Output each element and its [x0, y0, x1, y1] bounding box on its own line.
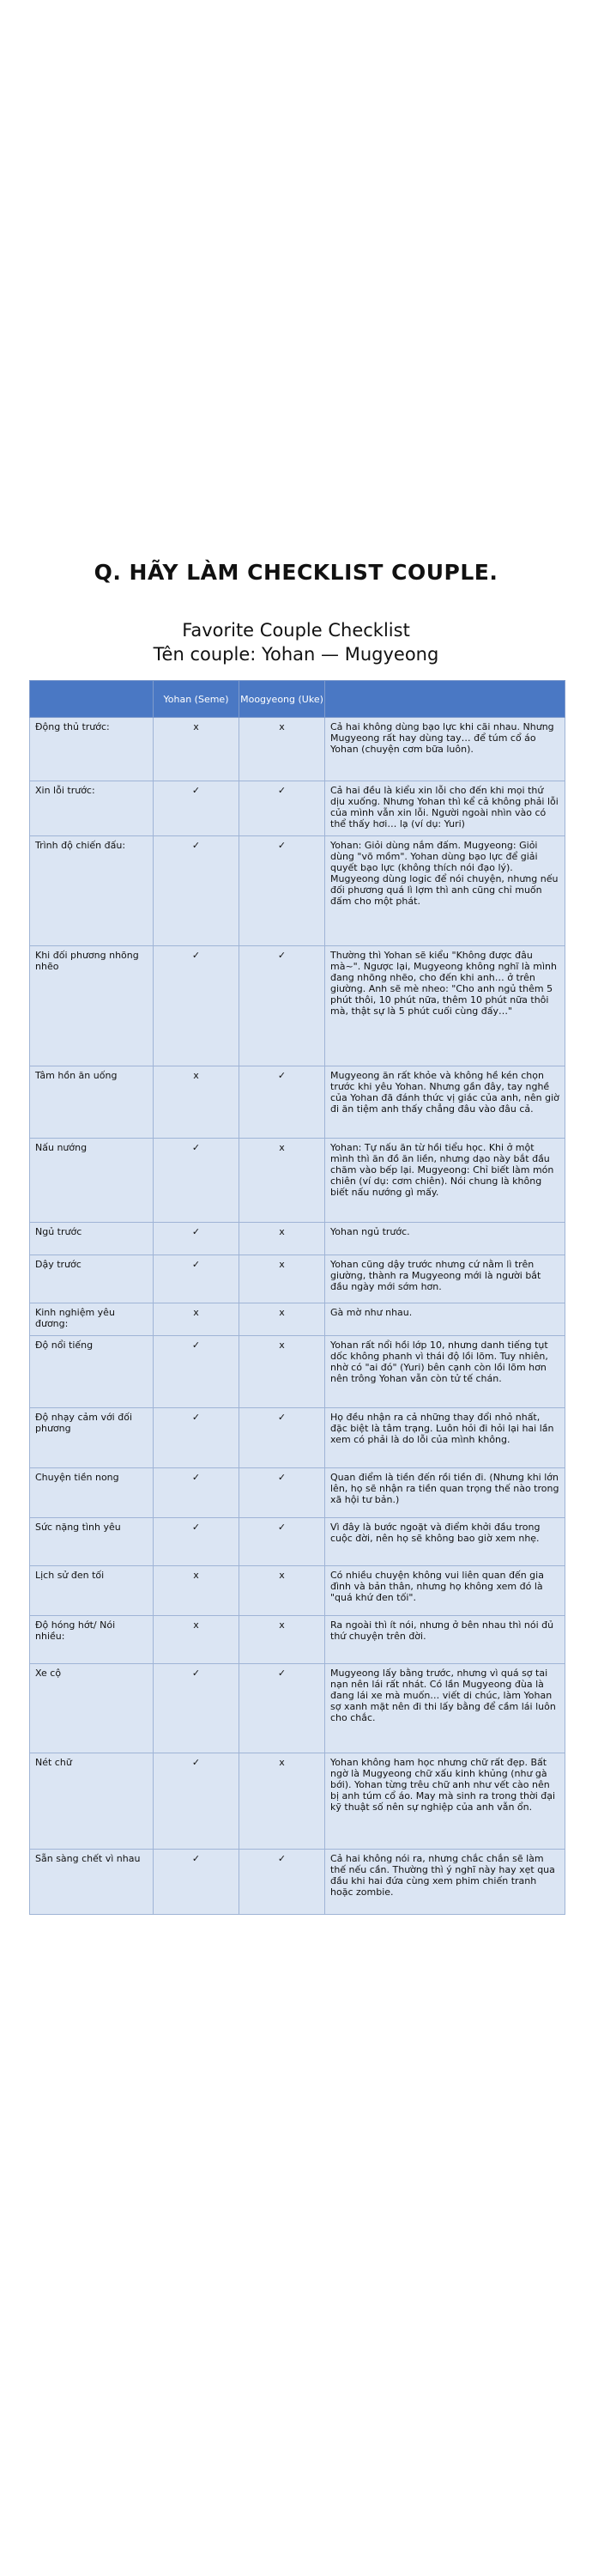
yohan-mark: ✓: [154, 1223, 239, 1255]
yohan-mark: ✓: [154, 836, 239, 946]
moogyeong-mark: ✓: [239, 1518, 325, 1566]
row-note: Yohan cũng dậy trước nhưng cứ nằm lì trên giường, thành ra Mugyeong mới là người bắt đầu ngày mới sớm hơn.: [325, 1255, 565, 1303]
yohan-mark: ✓: [154, 781, 239, 836]
moogyeong-mark: ✓: [239, 781, 325, 836]
row-item: Lịch sử đen tối: [30, 1566, 154, 1616]
row-item: Trình độ chiến đấu:: [30, 836, 154, 946]
yohan-mark: ✓: [154, 1753, 239, 1850]
row-note: Cả hai đều là kiểu xin lỗi cho đến khi mọi thứ dịu xuống. Nhưng Yohan thì kể cả không phải lỗi của mình vẫn xin lỗi. Người ngoài nhìn vào có thể thấy hơi… lạ (ví dụ: Yuri): [325, 781, 565, 836]
couple-name: Tên couple: Yohan — Mugyeong: [153, 644, 439, 665]
row-note: Thường thì Yohan sẽ kiểu "Không được đâu mà~". Ngược lại, Mugyeong không nghĩ là mình đang nhõng nhẽo, cho đến khi anh… ở trên giường. Anh sẽ mè nheo: "Cho anh ngủ thêm 5 phút thôi, 10 phút nữa, thêm 10 phút nữa thôi mà, thật sự là 5 phút cuối cùng đấy…": [325, 946, 565, 1066]
header-yohan: Yohan (Seme): [154, 681, 239, 718]
row-item: Nét chữ: [30, 1753, 154, 1850]
table-row: [30, 1336, 565, 1408]
row-item: Tâm hồn ăn uống: [30, 1066, 154, 1139]
row-item: Độ hóng hớt/ Nói nhiều:: [30, 1616, 154, 1664]
row-note: Họ đều nhận ra cả những thay đổi nhỏ nhất, đặc biệt là tâm trạng. Luôn hỏi đi hỏi lại hai lần xem có phải là do lỗi của mình không.: [325, 1408, 565, 1468]
row-item: Nấu nướng: [30, 1139, 154, 1223]
row-item: Khi đối phương nhõng nhẽo: [30, 946, 154, 1066]
yohan-mark: ✓: [154, 1336, 239, 1408]
row-note: Cả hai không nói ra, nhưng chắc chắn sẽ làm thế nếu cần. Thường thì ý nghĩ này hay xẹt qua đầu khi hai đứa cùng xem phim chiến tranh hoặc zombie.: [325, 1850, 565, 1915]
table-row: [30, 1468, 565, 1518]
moogyeong-mark: x: [239, 1255, 325, 1303]
yohan-mark: x: [154, 1616, 239, 1664]
row-item: Ngủ trước: [30, 1223, 154, 1255]
table-row: [30, 1066, 565, 1139]
yohan-mark: ✓: [154, 1468, 239, 1518]
table-row: [30, 1566, 565, 1616]
table-row: [30, 718, 565, 781]
yohan-mark: x: [154, 1566, 239, 1616]
yohan-mark: ✓: [154, 946, 239, 1066]
row-note: Gà mờ như nhau.: [325, 1303, 565, 1336]
row-note: Yohan: Giỏi dùng nắm đấm. Mugyeong: Giỏi dùng "võ mồm". Yohan dùng bạo lực để giải quyết bạo lực (không thích nói đạo lý). Mugyeong dùng logic để nói chuyện, nhưng nếu đối phương quá lì lợm thì anh cũng chỉ muốn đấm cho một phát.: [325, 836, 565, 946]
row-item: Xe cộ: [30, 1664, 154, 1753]
moogyeong-mark: x: [239, 1336, 325, 1408]
moogyeong-mark: x: [239, 718, 325, 781]
row-item: Độ nổi tiếng: [30, 1336, 154, 1408]
checklist-title: Favorite Couple Checklist: [182, 620, 410, 641]
page-heading: Q. HÃY LÀM CHECKLIST COUPLE.: [94, 560, 498, 585]
yohan-mark: x: [154, 1066, 239, 1139]
row-item: Dậy trước: [30, 1255, 154, 1303]
row-item: Sẵn sàng chết vì nhau: [30, 1850, 154, 1915]
table-row: [30, 1664, 565, 1753]
moogyeong-mark: ✓: [239, 1468, 325, 1518]
table-row: [30, 1518, 565, 1566]
table-row: [30, 1303, 565, 1336]
moogyeong-mark: x: [239, 1303, 325, 1336]
yohan-mark: ✓: [154, 1139, 239, 1223]
row-note: Vì đây là bước ngoặt và điểm khởi đầu trong cuộc đời, nên họ sẽ không bao giờ xem nhẹ.: [325, 1518, 565, 1566]
moogyeong-mark: x: [239, 1566, 325, 1616]
yohan-mark: x: [154, 1303, 239, 1336]
moogyeong-mark: x: [239, 1139, 325, 1223]
yohan-mark: ✓: [154, 1518, 239, 1566]
row-note: Ra ngoài thì ít nói, nhưng ở bên nhau thì nói đủ thứ chuyện trên đời.: [325, 1616, 565, 1664]
table-row: [30, 836, 565, 946]
table-row: [30, 946, 565, 1066]
moogyeong-mark: ✓: [239, 1850, 325, 1915]
row-note: Mugyeong ăn rất khỏe và không hề kén chọn trước khi yêu Yohan. Nhưng gần đây, tay nghề của Yohan đã đánh thức vị giác của anh, nên giờ đi ăn tiệm anh thấy chẳng đâu vào đâu cả.: [325, 1066, 565, 1139]
moogyeong-mark: ✓: [239, 1664, 325, 1753]
yohan-mark: ✓: [154, 1664, 239, 1753]
moogyeong-mark: ✓: [239, 836, 325, 946]
row-note: Yohan ngủ trước.: [325, 1223, 565, 1255]
moogyeong-mark: ✓: [239, 946, 325, 1066]
row-note: Mugyeong lấy bằng trước, nhưng vì quá sợ tai nạn nên lái rất nhát. Có lần Mugyeong đùa là đang lái xe mà muốn… viết di chúc, làm Yohan sợ xanh mặt nên đi thi lấy bằng để cầm lái luôn cho chắc.: [325, 1664, 565, 1753]
row-note: Có nhiều chuyện không vui liên quan đến gia đình và bản thân, nhưng họ không xem đó là "quá khứ đen tối".: [325, 1566, 565, 1616]
table-row: [30, 1139, 565, 1223]
row-note: Quan điểm là tiền đến rồi tiền đi. (Nhưng khi lớn lên, họ sẽ nhận ra tiền quan trọng thế nào trong xã hội tư bản.): [325, 1468, 565, 1518]
table-row: [30, 1255, 565, 1303]
table-row: [30, 781, 565, 836]
header-moogyeong: Moogyeong (Uke): [239, 681, 325, 718]
row-item: Độ nhạy cảm với đối phương: [30, 1408, 154, 1468]
header-item: [30, 681, 154, 718]
row-item: Chuyện tiền nong: [30, 1468, 154, 1518]
moogyeong-mark: x: [239, 1223, 325, 1255]
row-item: Động thủ trước:: [30, 718, 154, 781]
checklist-table: [29, 680, 565, 1915]
row-item: Xin lỗi trước:: [30, 781, 154, 836]
table-row: [30, 1223, 565, 1255]
moogyeong-mark: ✓: [239, 1408, 325, 1468]
yohan-mark: ✓: [154, 1255, 239, 1303]
table-row: [30, 1850, 565, 1915]
row-item: Sức nặng tình yêu: [30, 1518, 154, 1566]
yohan-mark: ✓: [154, 1408, 239, 1468]
moogyeong-mark: ✓: [239, 1066, 325, 1139]
yohan-mark: ✓: [154, 1850, 239, 1915]
table-row: [30, 1408, 565, 1468]
row-note: Yohan: Tự nấu ăn từ hồi tiểu học. Khi ở một mình thì ăn đồ ăn liền, nhưng dạo này bắt đầu chăm vào bếp lại. Mugyeong: Chỉ biết làm món chiên (ví dụ: cơm chiên). Nói chung là không biết nấu nướng gì mấy.: [325, 1139, 565, 1223]
row-item: Kinh nghiệm yêu đương:: [30, 1303, 154, 1336]
header-note: [325, 681, 565, 718]
row-note: Cả hai không dùng bạo lực khi cãi nhau. Nhưng Mugyeong rất hay dùng tay… để túm cổ áo Yohan (chuyện cơm bữa luôn).: [325, 718, 565, 781]
moogyeong-mark: x: [239, 1616, 325, 1664]
table-row: [30, 1616, 565, 1664]
row-note: Yohan không ham học nhưng chữ rất đẹp. Bất ngờ là Mugyeong chữ xấu kinh khủng (như gà bới). Yohan từng trêu chữ anh như vết cào nên bị anh túm cổ áo. May mà sinh ra trong thời đại kỹ thuật số nên sự nghiệp của anh vẫn ổn.: [325, 1753, 565, 1850]
row-note: Yohan rất nổi hồi lớp 10, nhưng danh tiếng tụt dốc không phanh vì thái độ lồi lõm. Tuy nhiên, nhờ có "ai đó" (Yuri) bên cạnh còn lồi lõm hơn nên trông Yohan vẫn còn tử tế chán.: [325, 1336, 565, 1408]
table-row: [30, 1753, 565, 1850]
moogyeong-mark: x: [239, 1753, 325, 1850]
yohan-mark: x: [154, 718, 239, 781]
table-header-row: [30, 681, 565, 718]
